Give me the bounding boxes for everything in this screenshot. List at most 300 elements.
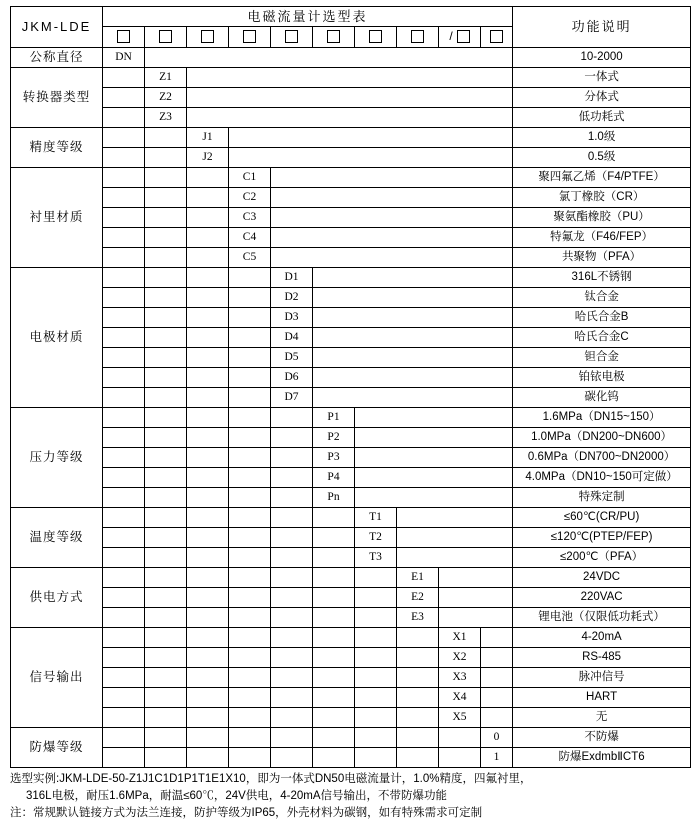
spacer-cell [145,587,187,607]
model-prefix-cell: JKM-LDE [11,7,103,48]
spacer-cell [187,227,229,247]
spacer-cell [397,627,439,647]
spacer-cell [229,627,271,647]
option-description: 不防爆 [513,727,691,747]
spacer-cell [271,587,313,607]
option-code[interactable]: X3 [439,667,481,687]
option-code[interactable]: D2 [271,287,313,307]
table-row [11,247,691,267]
spacer-cell [103,747,145,767]
spacer-cell [187,67,513,87]
option-description: 一体式 [513,67,691,87]
spacer-cell [481,627,513,647]
spacer-cell [145,267,187,287]
checkbox-icon [411,30,424,43]
spacer-cell [187,367,229,387]
category-label: 公称直径 [11,47,103,67]
option-code[interactable]: J2 [187,147,229,167]
spacer-cell [103,327,145,347]
spacer-cell [271,427,313,447]
spacer-cell [229,667,271,687]
category-label: 防爆等级 [11,727,103,767]
option-code[interactable]: C4 [229,227,271,247]
option-description: 特氟龙（F46/FEP） [513,227,691,247]
spacer-cell [355,447,513,467]
checkbox-icon [201,30,214,43]
spacer-cell [229,747,271,767]
spacer-cell [313,607,355,627]
spacer-cell [103,447,145,467]
spacer-cell [355,667,397,687]
spacer-cell [103,667,145,687]
spacer-cell [103,607,145,627]
category-label: 压力等级 [11,407,103,507]
spacer-cell [103,507,145,527]
table-row [11,287,691,307]
spacer-cell [145,467,187,487]
spacer-cell [145,287,187,307]
table-row [11,447,691,467]
spacer-cell [145,147,187,167]
option-description: 氯丁橡胶（CR） [513,187,691,207]
spacer-cell [145,447,187,467]
spacer-cell [145,547,187,567]
spacer-cell [313,527,355,547]
spacer-cell [103,627,145,647]
option-code[interactable]: Z1 [145,67,187,87]
spacer-cell [271,687,313,707]
option-code[interactable]: P4 [313,467,355,487]
spec-table [10,6,691,768]
table-row [11,487,691,507]
option-code[interactable]: T2 [355,527,397,547]
option-code[interactable]: C5 [229,247,271,267]
checkbox-icon [243,30,256,43]
spacer-cell [103,587,145,607]
order-code-box[interactable] [103,27,145,48]
spacer-cell [103,147,145,167]
spacer-cell [313,587,355,607]
table-row [11,647,691,667]
spacer-cell [271,227,513,247]
table-row [11,607,691,627]
spacer-cell [145,567,187,587]
spacer-cell [103,427,145,447]
spacer-cell [229,687,271,707]
option-description: 防爆ExdmbⅡCT6 [513,747,691,767]
spacer-cell [103,207,145,227]
table-row [11,467,691,487]
spacer-cell [187,667,229,687]
order-code-box[interactable] [397,27,439,48]
spacer-cell [229,467,271,487]
option-description: 4.0MPa（DN10~150可定做） [513,467,691,487]
option-code[interactable]: J1 [187,127,229,147]
spacer-cell [481,687,513,707]
spacer-cell [145,327,187,347]
spacer-cell [187,247,229,267]
spacer-cell [187,687,229,707]
checkbox-icon [327,30,340,43]
option-code[interactable]: X5 [439,707,481,727]
spacer-cell [271,247,513,267]
option-description: RS-485 [513,647,691,667]
spacer-cell [103,387,145,407]
option-description: ≤200℃（PFA） [513,547,691,567]
spacer-cell [313,687,355,707]
spacer-cell [229,707,271,727]
option-code[interactable]: 1 [481,747,513,767]
table-row [11,387,691,407]
spacer-cell [187,307,229,327]
spacer-cell [355,587,397,607]
spacer-cell [103,187,145,207]
option-description: 哈氏合金C [513,327,691,347]
option-code[interactable]: X1 [439,627,481,647]
option-description: 1.0MPa（DN200~DN600） [513,427,691,447]
spacer-cell [103,227,145,247]
table-row [11,407,691,427]
checkbox-icon [457,30,470,43]
option-description: 分体式 [513,87,691,107]
option-description: 无 [513,707,691,727]
option-description: 0.6MPa（DN700~DN2000） [513,447,691,467]
spacer-cell [145,647,187,667]
option-description: 特殊定制 [513,487,691,507]
spacer-cell [313,667,355,687]
spacer-cell [187,507,229,527]
spacer-cell [103,707,145,727]
spacer-cell [355,707,397,727]
spacer-cell [229,347,271,367]
spacer-cell [145,167,187,187]
option-code[interactable]: DN [103,47,145,67]
spacer-cell [481,647,513,667]
spacer-cell [271,647,313,667]
spacer-cell [313,267,513,287]
spacer-cell [313,287,513,307]
table-row [11,207,691,227]
option-description: 316L不锈钢 [513,267,691,287]
spacer-cell [145,527,187,547]
table-row [11,267,691,287]
option-code[interactable]: C3 [229,207,271,227]
table-row [11,327,691,347]
spacer-cell [397,667,439,687]
spacer-cell [439,567,513,587]
spacer-cell [271,707,313,727]
spacer-cell [229,267,271,287]
table-row [11,347,691,367]
spacer-cell [229,407,271,427]
option-code[interactable]: P3 [313,447,355,467]
spacer-cell [103,267,145,287]
option-code[interactable]: T1 [355,507,397,527]
spacer-cell [187,187,229,207]
table-header-row [11,7,691,27]
spacer-cell [439,587,513,607]
spacer-cell [187,427,229,447]
option-code[interactable]: Pn [313,487,355,507]
spacer-cell [145,667,187,687]
spacer-cell [229,647,271,667]
table-row [11,667,691,687]
option-code[interactable]: E2 [397,587,439,607]
spacer-cell [271,567,313,587]
spacer-cell [187,327,229,347]
spacer-cell [355,487,513,507]
table-row [11,707,691,727]
option-code[interactable]: E1 [397,567,439,587]
option-code[interactable]: D3 [271,307,313,327]
order-code-box[interactable] [145,27,187,48]
spacer-cell [271,627,313,647]
spacer-cell [103,367,145,387]
spacer-cell [313,747,355,767]
spacer-cell [103,547,145,567]
spacer-cell [229,547,271,567]
option-description: 钛合金 [513,287,691,307]
table-title: 电磁流量计选型表 [103,7,513,27]
order-code-box[interactable] [271,27,313,48]
spacer-cell [145,227,187,247]
option-code[interactable]: X4 [439,687,481,707]
checkbox-icon [159,30,172,43]
spacer-cell [187,207,229,227]
option-description: ≤120℃(PTEP/FEP) [513,527,691,547]
option-description: 铂铱电极 [513,367,691,387]
spacer-cell [481,667,513,687]
spacer-cell [229,307,271,327]
option-description: ≤60℃(CR/PU) [513,507,691,527]
spacer-cell [355,407,513,427]
spacer-cell [271,527,313,547]
spacer-cell [313,627,355,647]
spacer-cell [103,307,145,327]
spacer-cell [313,347,513,367]
spacer-cell [229,507,271,527]
spacer-cell [397,727,439,747]
checkbox-icon [490,30,503,43]
table-row [11,67,691,87]
option-description: 锂电池（仅限低功耗式） [513,607,691,627]
table-row [11,747,691,767]
spacer-cell [355,607,397,627]
spacer-cell [187,447,229,467]
table-row [11,527,691,547]
spacer-cell [355,727,397,747]
spacer-cell [103,567,145,587]
spacer-cell [271,167,513,187]
spacer-cell [103,167,145,187]
spacer-cell [103,347,145,367]
spacer-cell [229,727,271,747]
option-description: 10-2000 [513,47,691,67]
spacer-cell [355,747,397,767]
spacer-cell [187,407,229,427]
spacer-cell [355,687,397,707]
spacer-cell [145,727,187,747]
spacer-cell [103,487,145,507]
option-code[interactable]: P1 [313,407,355,427]
spacer-cell [145,747,187,767]
table-row [11,107,691,127]
spacer-cell [187,567,229,587]
spacer-cell [313,307,513,327]
spacer-cell [271,547,313,567]
spacer-cell [187,467,229,487]
option-code[interactable]: D4 [271,327,313,347]
spacer-cell [313,327,513,347]
spacer-cell [187,707,229,727]
option-description: 哈氏合金B [513,307,691,327]
spacer-cell [187,547,229,567]
table-row [11,587,691,607]
spacer-cell [397,647,439,667]
table-row [11,547,691,567]
spacer-cell [271,667,313,687]
spacer-cell [103,407,145,427]
spacer-cell [229,327,271,347]
spacer-cell [187,287,229,307]
spacer-cell [145,247,187,267]
spacer-cell [145,487,187,507]
order-code-box[interactable] [187,27,229,48]
option-code[interactable]: T3 [355,547,397,567]
spacer-cell [187,267,229,287]
table-row [11,127,691,147]
spacer-cell [187,347,229,367]
spacer-cell [313,727,355,747]
spacer-cell [313,647,355,667]
spacer-cell [145,207,187,227]
spacer-cell [145,407,187,427]
table-row [11,167,691,187]
spacer-cell [229,127,513,147]
option-description: 低功耗式 [513,107,691,127]
spacer-cell [229,387,271,407]
option-description: 1.6MPa（DN15~150） [513,407,691,427]
spacer-cell [103,247,145,267]
spacer-cell [187,487,229,507]
checkbox-icon [117,30,130,43]
spacer-cell [145,347,187,367]
spacer-cell [187,627,229,647]
selection-table-sheet [10,6,690,822]
spacer-cell [271,187,513,207]
spacer-cell [103,647,145,667]
spacer-cell [313,707,355,727]
option-description: 0.5级 [513,147,691,167]
spacer-cell [229,367,271,387]
spacer-cell [313,547,355,567]
note-example-line2: 316L电极，耐压1.6MPa，耐温≤60℃，24V供电，4-20mA信号输出，不带防爆功能 [26,789,448,802]
option-description: 脉冲信号 [513,667,691,687]
spacer-cell [229,487,271,507]
slash-separator: / [449,29,453,43]
category-label: 温度等级 [11,507,103,567]
table-row [11,567,691,587]
option-description: 1.0级 [513,127,691,147]
option-code[interactable]: D1 [271,267,313,287]
spacer-cell [103,127,145,147]
order-code-box[interactable] [229,27,271,48]
spacer-cell [397,507,513,527]
spacer-cell [271,727,313,747]
spacer-cell [187,747,229,767]
table-row [11,227,691,247]
spacer-cell [229,427,271,447]
option-code[interactable]: Z3 [145,107,187,127]
spacer-cell [397,687,439,707]
spacer-cell [187,167,229,187]
option-description: 220VAC [513,587,691,607]
spacer-cell [355,467,513,487]
option-description: 共聚物（PFA） [513,247,691,267]
order-code-box[interactable] [355,27,397,48]
option-code[interactable]: 0 [481,727,513,747]
spacer-cell [271,487,313,507]
order-code-slash-box[interactable] [439,27,481,48]
table-row [11,367,691,387]
category-label: 衬里材质 [11,167,103,267]
order-code-box[interactable] [313,27,355,48]
spacer-cell [187,107,513,127]
spacer-cell [187,587,229,607]
spacer-cell [355,647,397,667]
spacer-cell [397,747,439,767]
category-label: 信号输出 [11,627,103,727]
spacer-cell [187,87,513,107]
spacer-cell [145,687,187,707]
spacer-cell [145,707,187,727]
option-code[interactable]: D6 [271,367,313,387]
option-description: 聚氨酯橡胶（PU） [513,207,691,227]
table-row [11,627,691,647]
order-code-box[interactable] [481,27,513,48]
spacer-cell [397,707,439,727]
option-code[interactable]: P2 [313,427,355,447]
spacer-cell [229,147,513,167]
spacer-cell [103,87,145,107]
option-code[interactable]: Z2 [145,87,187,107]
option-code[interactable]: C1 [229,167,271,187]
spacer-cell [271,407,313,427]
option-code[interactable]: D5 [271,347,313,367]
spacer-cell [145,127,187,147]
function-description-header: 功能说明 [513,7,691,48]
spacer-cell [229,587,271,607]
option-code[interactable]: C2 [229,187,271,207]
spacer-cell [145,367,187,387]
spacer-cell [103,107,145,127]
spacer-cell [355,567,397,587]
spacer-cell [397,527,513,547]
spacer-cell [229,567,271,587]
option-description: 碳化钨 [513,387,691,407]
spacer-cell [271,747,313,767]
option-description: HART [513,687,691,707]
spacer-cell [271,467,313,487]
spacer-cell [229,607,271,627]
spacer-cell [313,567,355,587]
option-code[interactable]: E3 [397,607,439,627]
spacer-cell [355,627,397,647]
option-code[interactable]: D7 [271,387,313,407]
option-code[interactable]: X2 [439,647,481,667]
spacer-cell [187,727,229,747]
table-row [11,427,691,447]
